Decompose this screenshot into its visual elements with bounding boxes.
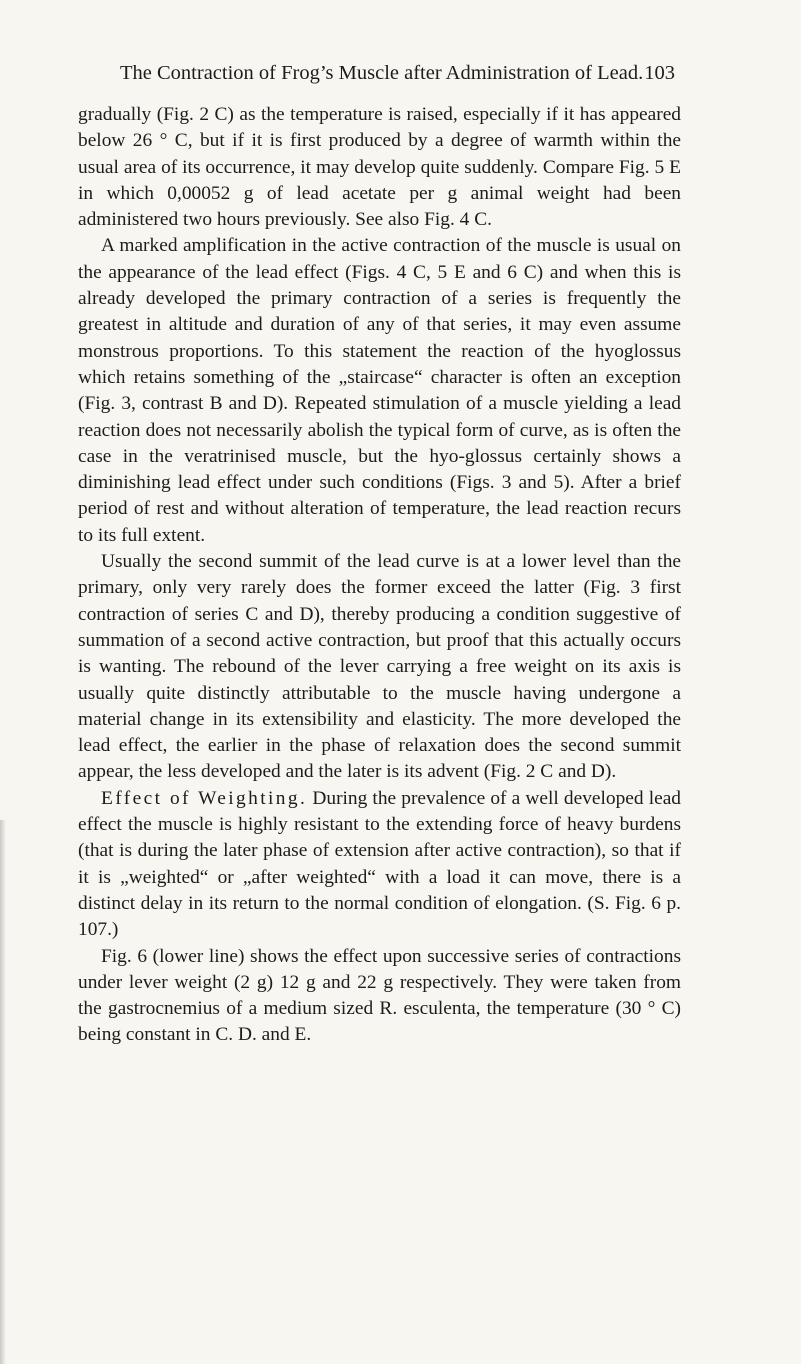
- paragraph-continued: gradually (Fig. 2 C) as the temperature is raised, especially if it has appeared below 26 ° C, but if it is first produced by a degree of warmth within the usual area of its occurrence, it may develop quite suddenly. Compare Fig. 5 E in which 0,00052 g of lead acetate per g animal weight had been administered two hours previously. See also Fig. 4 C.: [78, 104, 681, 231]
- paragraph-weighting-text: During the prevalence of a well developed lead effect the muscle is highly resistant to the extending force of heavy burdens (that is during the later phase of extension after active contraction), so that if it is „weighted“ or „after weighted“ with a load it can move, there is a distinct delay in its return to the normal condition of elongation. (S. Fig. 6 p. 107.): [78, 787, 681, 941]
- paragraph-fig6: Fig. 6 (lower line) shows the effect upon successive series of contractions under lever weight (2 g) 12 g and 22 g respectively. They were taken from the gastrocnemius of a medium sized R. esculenta, the temperature (30 ° C) being constant in C. D. and E.: [78, 945, 681, 1046]
- paragraph-effect-of-weighting: [78, 786, 681, 944]
- page-header: [120, 62, 675, 92]
- section-heading-effect-of-weighting: Effect of Weighting.: [101, 787, 308, 809]
- paragraph-second-summit: Usually the second summit of the lead curve is at a lower level than the primary, only very rarely does the former exceed the latter (Fig. 3 first contraction of series C and D), thereby producing a condition suggestive of summation of a second active contraction, but proof that this actually occurs is wanting. The rebound of the lever carrying a free weight on its axis is usually quite distinctly attributable to the muscle having undergone a material change in its extensibility and elasticity. The more developed the lead effect, the earlier in the phase of relaxation does the second summit appear, the less developed and the later is its advent (Fig. 2 C and D).: [78, 551, 681, 783]
- paragraph-amplification: A marked amplification in the active contraction of the muscle is usual on the appearance of the lead effect (Figs. 4 C, 5 E and 6 C) and when this is already developed the primary contraction of a series is frequently the greatest in altitude and duration of any of that series, it may even assume monstrous proportions. To this statement the reaction of the hyoglossus which retains something of the „staircase“ character is often an exception (Fig. 3, contrast B and D). Repeated stimulation of a muscle yielding a lead reaction does not necessarily abolish the typical form of curve, as is often the case in the veratrinised muscle, but the hyo-glossus certainly shows a diminishing lead effect under such conditions (Figs. 3 and 5). After a brief period of rest and without alteration of temperature, the lead reaction recurs to its full extent.: [78, 235, 681, 546]
- page-number: 103: [644, 62, 675, 84]
- body-text: [78, 102, 681, 1049]
- running-title: The Contraction of Frog’s Muscle after Administration of Lead.: [120, 62, 644, 84]
- page-edge-shadow: [0, 820, 6, 1364]
